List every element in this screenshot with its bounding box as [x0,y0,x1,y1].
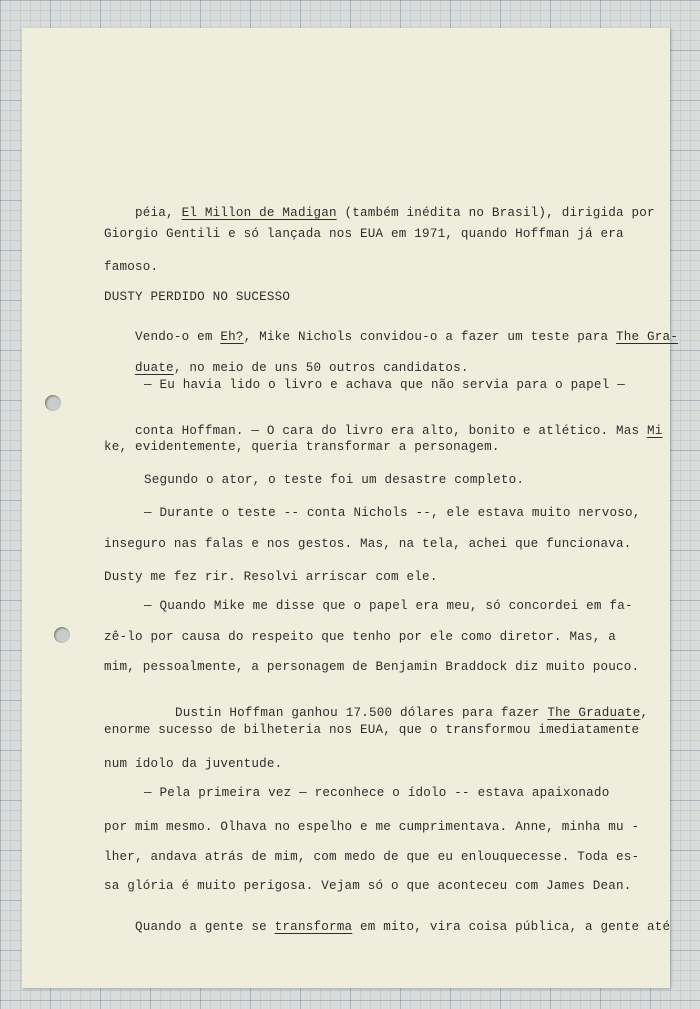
text-line: ke, evidentemente, queria transformar a personagem. [104,440,500,454]
text-line: zê-lo por causa do respeito que tenho por ele como diretor. Mas, a [104,630,616,644]
text-line: duate, no meio de uns 50 outros candidatos. [135,361,469,375]
film-title: The Gra- [616,330,679,344]
text-line: famoso. [104,260,159,274]
underlined-word: Mi [647,424,663,438]
text-line: — Eu havia lido o livro e achava que não servia para o papel — [144,378,625,392]
text-line: Segundo o ator, o teste foi um desastre completo. [144,473,525,487]
text-line: mim, pessoalmente, a personagem de Benjamin Braddock diz muito pouco. [104,660,640,674]
text-line: enorme sucesso de bilheteria nos EUA, que o transformou imediatamente [104,723,640,737]
text-line: conta Hoffman. — O cara do livro era alto, bonito e atlético. Mas Mi [135,424,663,438]
text-line: Dusty me fez rir. Resolvi arriscar com ele. [104,570,438,584]
text-line: Quando a gente se transforma em mito, vira coisa pública, a gente até [135,920,671,934]
film-title: El Millon de Madigan [181,206,337,220]
text-line: Dustin Hoffman ganhou 17.500 dólares para fazer The Graduate, [175,706,649,720]
film-title: duate [135,361,174,375]
text-line: péia, El Millon de Madigan (também inédita no Brasil), dirigida por [135,206,655,220]
text-line: por mim mesmo. Olhava no espelho e me cumprimentava. Anne, minha mu - [104,820,640,834]
text-line: Giorgio Gentili e só lançada nos EUA em 1971, quando Hoffman já era [104,227,624,241]
text-line: num ídolo da juventude. [104,757,283,771]
text-line: — Pela primeira vez — reconhece o ídolo -- estava apaixonado [144,786,610,800]
film-title: The Graduate [547,706,641,720]
section-heading: DUSTY PERDIDO NO SUCESSO [104,290,291,304]
underlined-word: transforma [274,920,353,934]
film-title: Eh? [220,330,244,344]
text-line: sa glória é muito perigosa. Vejam só o que aconteceu com James Dean. [104,879,632,893]
text-line: lher, andava atrás de mim, com medo de que eu enlouquecesse. Toda es- [104,850,640,864]
text-line: — Durante o teste -- conta Nichols --, ele estava muito nervoso, [144,506,641,520]
text-line: inseguro nas falas e nos gestos. Mas, na tela, achei que funcionava. [104,537,632,551]
text-line: Vendo-o em Eh?, Mike Nichols convidou-o a fazer um teste para The Gra- [135,330,679,344]
text-line: — Quando Mike me disse que o papel era meu, só concordei em fa- [144,599,633,613]
